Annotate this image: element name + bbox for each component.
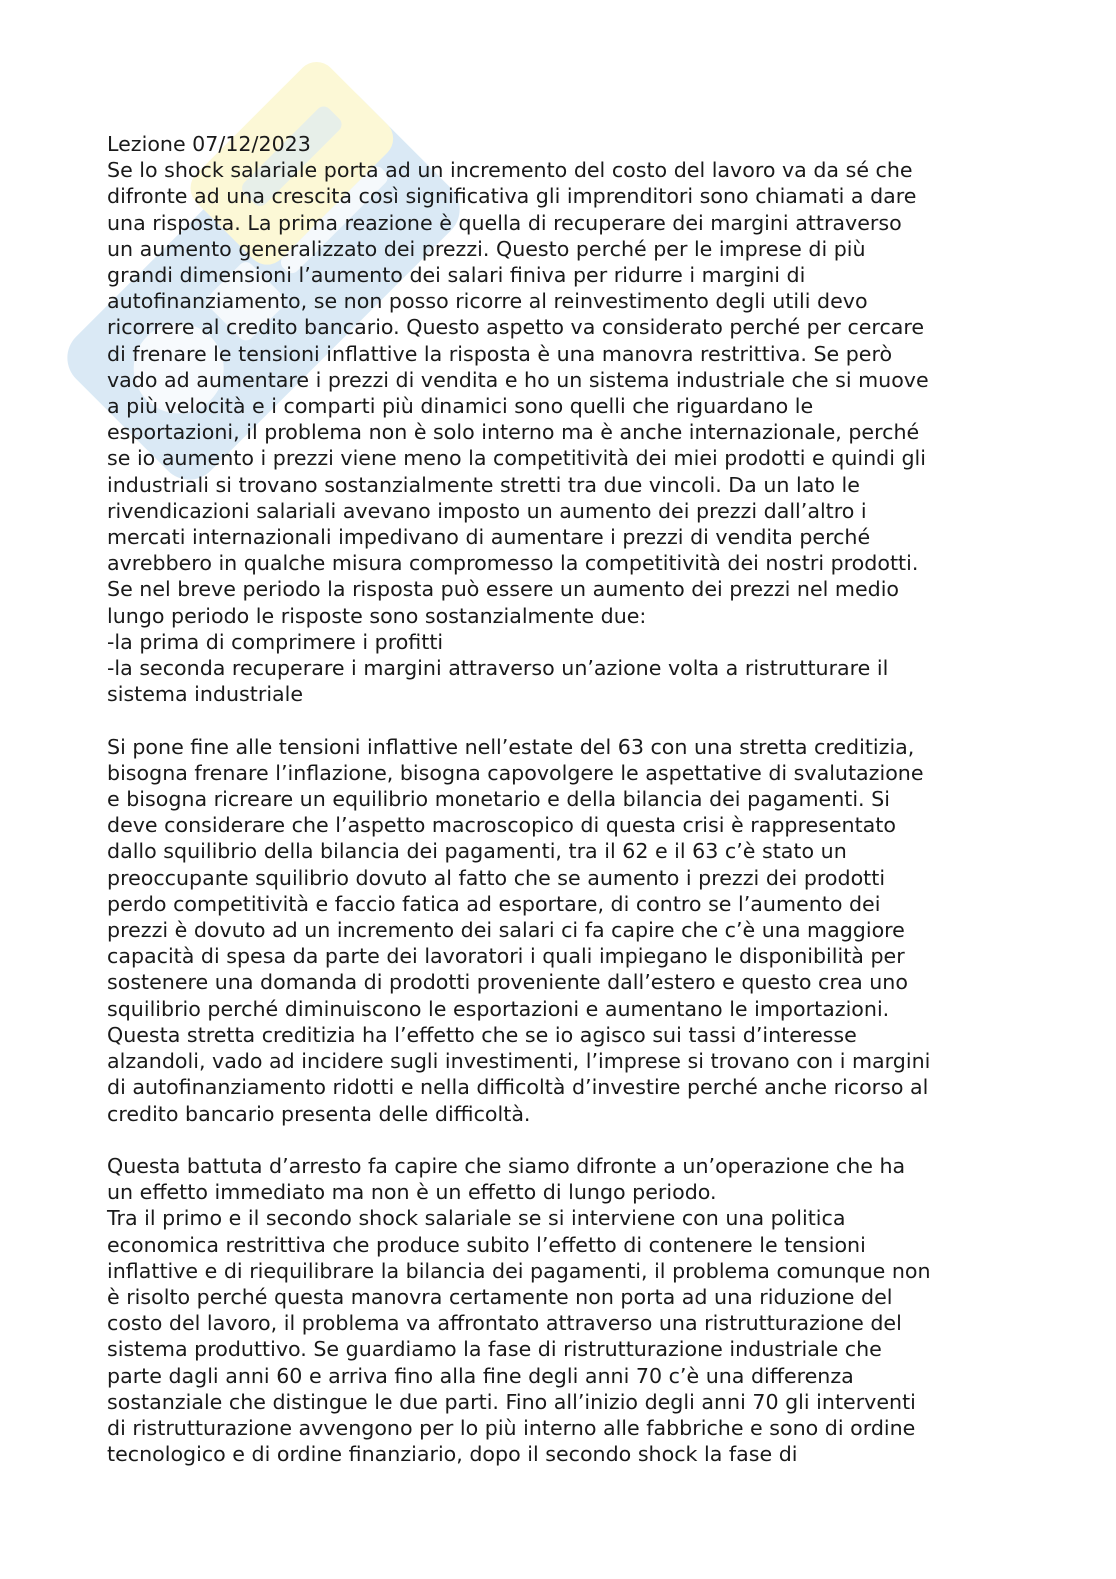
text-line: se io aumento i prezzi viene meno la competitività dei miei prodotti e quindi gli <box>107 446 927 471</box>
text-line: industriali si trovano sostanzialmente stretti tra due vincoli. Da un lato le <box>107 472 860 497</box>
text-line: -la seconda recuperare i margini attraverso un’azione volta a ristrutturare il <box>107 656 889 681</box>
text-line: un aumento generalizzato dei prezzi. Questo perché per le imprese di più <box>107 236 866 261</box>
text-line: autofinanziamento, se non posso ricorre al reinvestimento degli utili devo <box>107 289 868 314</box>
text-line: parte dagli anni 60 e arriva fino alla fine degli anni 70 c’è una differenza <box>107 1363 854 1388</box>
text-line: sistema produttivo. Se guardiamo la fase di ristrutturazione industriale che <box>107 1337 882 1362</box>
text-line: economica restrittiva che produce subito l’effetto di contenere le tensioni <box>107 1232 866 1257</box>
text-line: sostenere una domanda di prodotti proveniente dall’estero e questo crea uno <box>107 970 908 995</box>
text-line: mercati internazionali impedivano di aumentare i prezzi di vendita perché <box>107 525 871 550</box>
blank-line <box>107 707 1012 733</box>
blank-line <box>107 1127 1012 1153</box>
text-line: deve considerare che l’aspetto macroscopico di questa crisi è rappresentato <box>107 813 896 838</box>
text-line: preoccupante squilibrio dovuto al fatto che se aumento i prezzi dei prodotti <box>107 865 886 890</box>
text-line: alzandoli, vado ad incidere sugli investimenti, l’imprese si trovano con i margini <box>107 1049 931 1074</box>
text-line: di ristrutturazione avvengono per lo più interno alle fabbriche e sono di ordine <box>107 1415 916 1440</box>
text-line: e bisogna ricreare un equilibrio monetario e della bilancia dei pagamenti. Si <box>107 787 890 812</box>
text-line: perdo competitività e faccio fatica ad esportare, di contro se l’aumento dei <box>107 891 881 916</box>
text-line: tecnologico e di ordine finanziario, dopo il secondo shock la fase di <box>107 1442 798 1467</box>
text-line: Tra il primo e il secondo shock salariale se si interviene con una politica <box>107 1206 846 1231</box>
text-line: sistema industriale <box>107 682 304 707</box>
text-line: Se lo shock salariale porta ad un incremento del costo del lavoro va da sé che <box>107 158 913 183</box>
text-line: Lezione 07/12/2023 <box>107 132 311 156</box>
text-line: un effetto immediato ma non è un effetto di lungo periodo. <box>107 1180 717 1205</box>
text-line: sostanziale che distingue le due parti. Fino all’inizio degli anni 70 gli interventi <box>107 1389 916 1414</box>
text-line: Si pone fine alle tensioni inflattive nell’estate del 63 con una stretta creditizia, <box>107 734 915 759</box>
text-line: dallo squilibrio della bilancia dei pagamenti, tra il 62 e il 63 c’è stato un <box>107 839 847 864</box>
text-line: Questa battuta d’arresto fa capire che siamo difronte a un’operazione che ha <box>107 1153 906 1178</box>
text-line: avrebbero in qualche misura compromesso la competitività dei nostri prodotti. <box>107 551 919 576</box>
text-line: ricorrere al credito bancario. Questo aspetto va considerato perché per cercare <box>107 315 925 340</box>
text-line: capacità di spesa da parte dei lavoratori i quali impiegano le disponibilità per <box>107 944 905 969</box>
text-line: difronte ad una crescita così significativa gli imprenditori sono chiamati a dare <box>107 184 917 209</box>
text-line: a più velocità e i comparti più dinamici sono quelli che riguardano le <box>107 394 814 419</box>
text-line: -la prima di comprimere i profitti <box>107 629 444 654</box>
text-line: vado ad aumentare i prezzi di vendita e ho un sistema industriale che si muove <box>107 367 929 392</box>
text-line: bisogna frenare l’inflazione, bisogna capovolgere le aspettative di svalutazione <box>107 760 924 785</box>
document-body <box>107 131 1012 1467</box>
text-line: una risposta. La prima reazione è quella di recuperare dei margini attraverso <box>107 210 902 235</box>
text-line: squilibrio perché diminuiscono le esportazioni e aumentano le importazioni. <box>107 996 890 1021</box>
text-line: di frenare le tensioni inflattive la risposta è una manovra restrittiva. Se però <box>107 341 893 366</box>
text-line: esportazioni, il problema non è solo interno ma è anche internazionale, perché <box>107 420 920 445</box>
text-line: inflattive e di riequilibrare la bilancia dei pagamenti, il problema comunque non <box>107 1258 931 1283</box>
text-line: costo del lavoro, il problema va affrontato attraverso una ristrutturazione del <box>107 1311 902 1336</box>
text-line: rivendicazioni salariali avevano imposto un aumento dei prezzi dall’altro i <box>107 498 867 523</box>
text-line: Se nel breve periodo la risposta può essere un aumento dei prezzi nel medio <box>107 577 900 602</box>
text-line: prezzi è dovuto ad un incremento dei salari ci fa capire che c’è una maggiore <box>107 918 905 943</box>
text-line: è risolto perché questa manovra certamente non porta ad una riduzione del <box>107 1284 893 1309</box>
text-line: di autofinanziamento ridotti e nella difficoltà d’investire perché anche ricorso al <box>107 1075 929 1100</box>
text-line: lungo periodo le risposte sono sostanzialmente due: <box>107 603 647 628</box>
text-line: credito bancario presenta delle difficoltà. <box>107 1101 531 1126</box>
text-line: Questa stretta creditizia ha l’effetto che se io agisco sui tassi d’interesse <box>107 1022 857 1047</box>
text-line: grandi dimensioni l’aumento dei salari finiva per ridurre i margini di <box>107 263 806 288</box>
